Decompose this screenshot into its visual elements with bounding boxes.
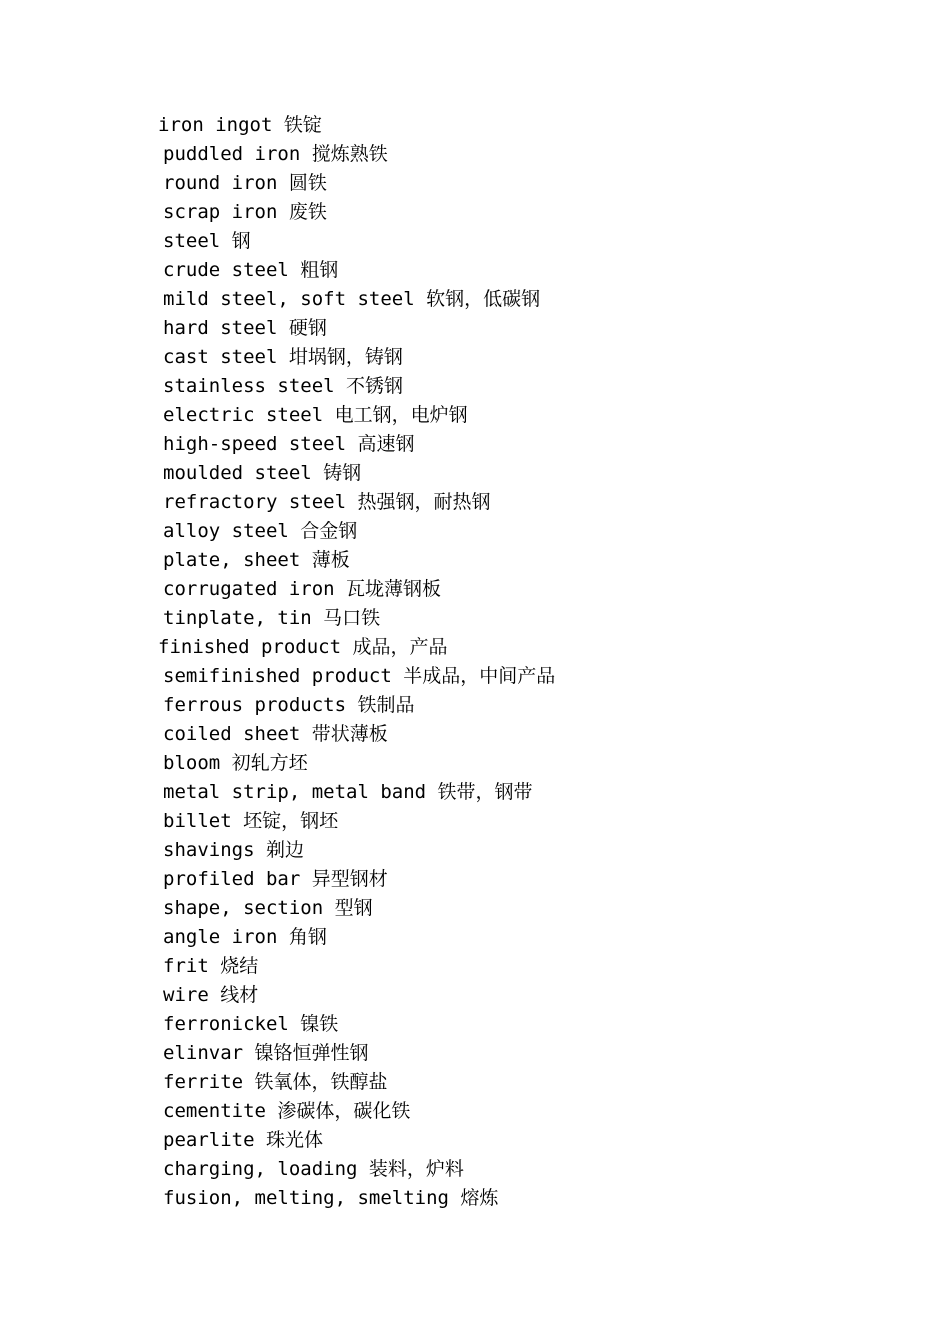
glossary-list (158, 111, 555, 1213)
glossary-entry: finished product 成品，产品 (158, 636, 448, 658)
glossary-entry: plate, sheet 薄板 (163, 549, 350, 571)
glossary-entry: alloy steel 合金钢 (163, 520, 358, 542)
glossary-entry: stainless steel 不锈钢 (163, 375, 404, 397)
glossary-entry: ferrite 铁氧体，铁醇盐 (163, 1071, 388, 1093)
glossary-entry: crude steel 粗钢 (163, 259, 339, 281)
glossary-entry: hard steel 硬钢 (163, 317, 327, 339)
glossary-entry: corrugated iron 瓦垅薄钢板 (163, 578, 442, 600)
glossary-entry: round iron 圆铁 (163, 172, 327, 194)
glossary-entry: cast steel 坩埚钢，铸钢 (163, 346, 403, 368)
glossary-entry: charging, loading 装料，炉料 (163, 1158, 464, 1180)
glossary-entry: pearlite 珠光体 (163, 1129, 323, 1151)
glossary-entry: puddled iron 搅炼熟铁 (163, 143, 388, 165)
glossary-entry: ferrous products 铁制品 (163, 694, 415, 716)
glossary-entry: bloom 初轧方坯 (163, 752, 308, 774)
glossary-entry: frit 烧结 (163, 955, 259, 977)
glossary-entry: tinplate, tin 马口铁 (163, 607, 381, 629)
glossary-entry: elinvar 镍铬恒弹性钢 (163, 1042, 369, 1064)
glossary-entry: mild steel, soft steel 软钢，低碳钢 (163, 288, 541, 310)
glossary-entry: cementite 渗碳体，碳化铁 (163, 1100, 411, 1122)
glossary-entry: moulded steel 铸钢 (163, 462, 362, 484)
glossary-entry: billet 坯锭，钢坯 (163, 810, 339, 832)
glossary-entry: electric steel 电工钢，电炉钢 (163, 404, 468, 426)
glossary-entry: ferronickel 镍铁 (163, 1013, 339, 1035)
glossary-entry: coiled sheet 带状薄板 (163, 723, 388, 745)
glossary-entry: high-speed steel 高速钢 (163, 433, 415, 455)
glossary-entry: wire 线材 (163, 984, 259, 1006)
glossary-entry: shavings 剃边 (163, 839, 304, 861)
glossary-entry: metal strip, metal band 铁带，钢带 (163, 781, 533, 803)
glossary-entry: steel 钢 (163, 230, 251, 252)
glossary-entry: iron ingot 铁锭 (158, 114, 322, 136)
glossary-entry: fusion, melting, smelting 熔炼 (163, 1187, 499, 1209)
glossary-entry: semifinished product 半成品，中间产品 (163, 665, 556, 687)
glossary-entry: scrap iron 废铁 (163, 201, 327, 223)
glossary-entry: refractory steel 热强钢，耐热钢 (163, 491, 491, 513)
glossary-entry: shape, section 型钢 (163, 897, 373, 919)
glossary-entry: profiled bar 异型钢材 (163, 868, 388, 890)
glossary-entry: angle iron 角钢 (163, 926, 327, 948)
